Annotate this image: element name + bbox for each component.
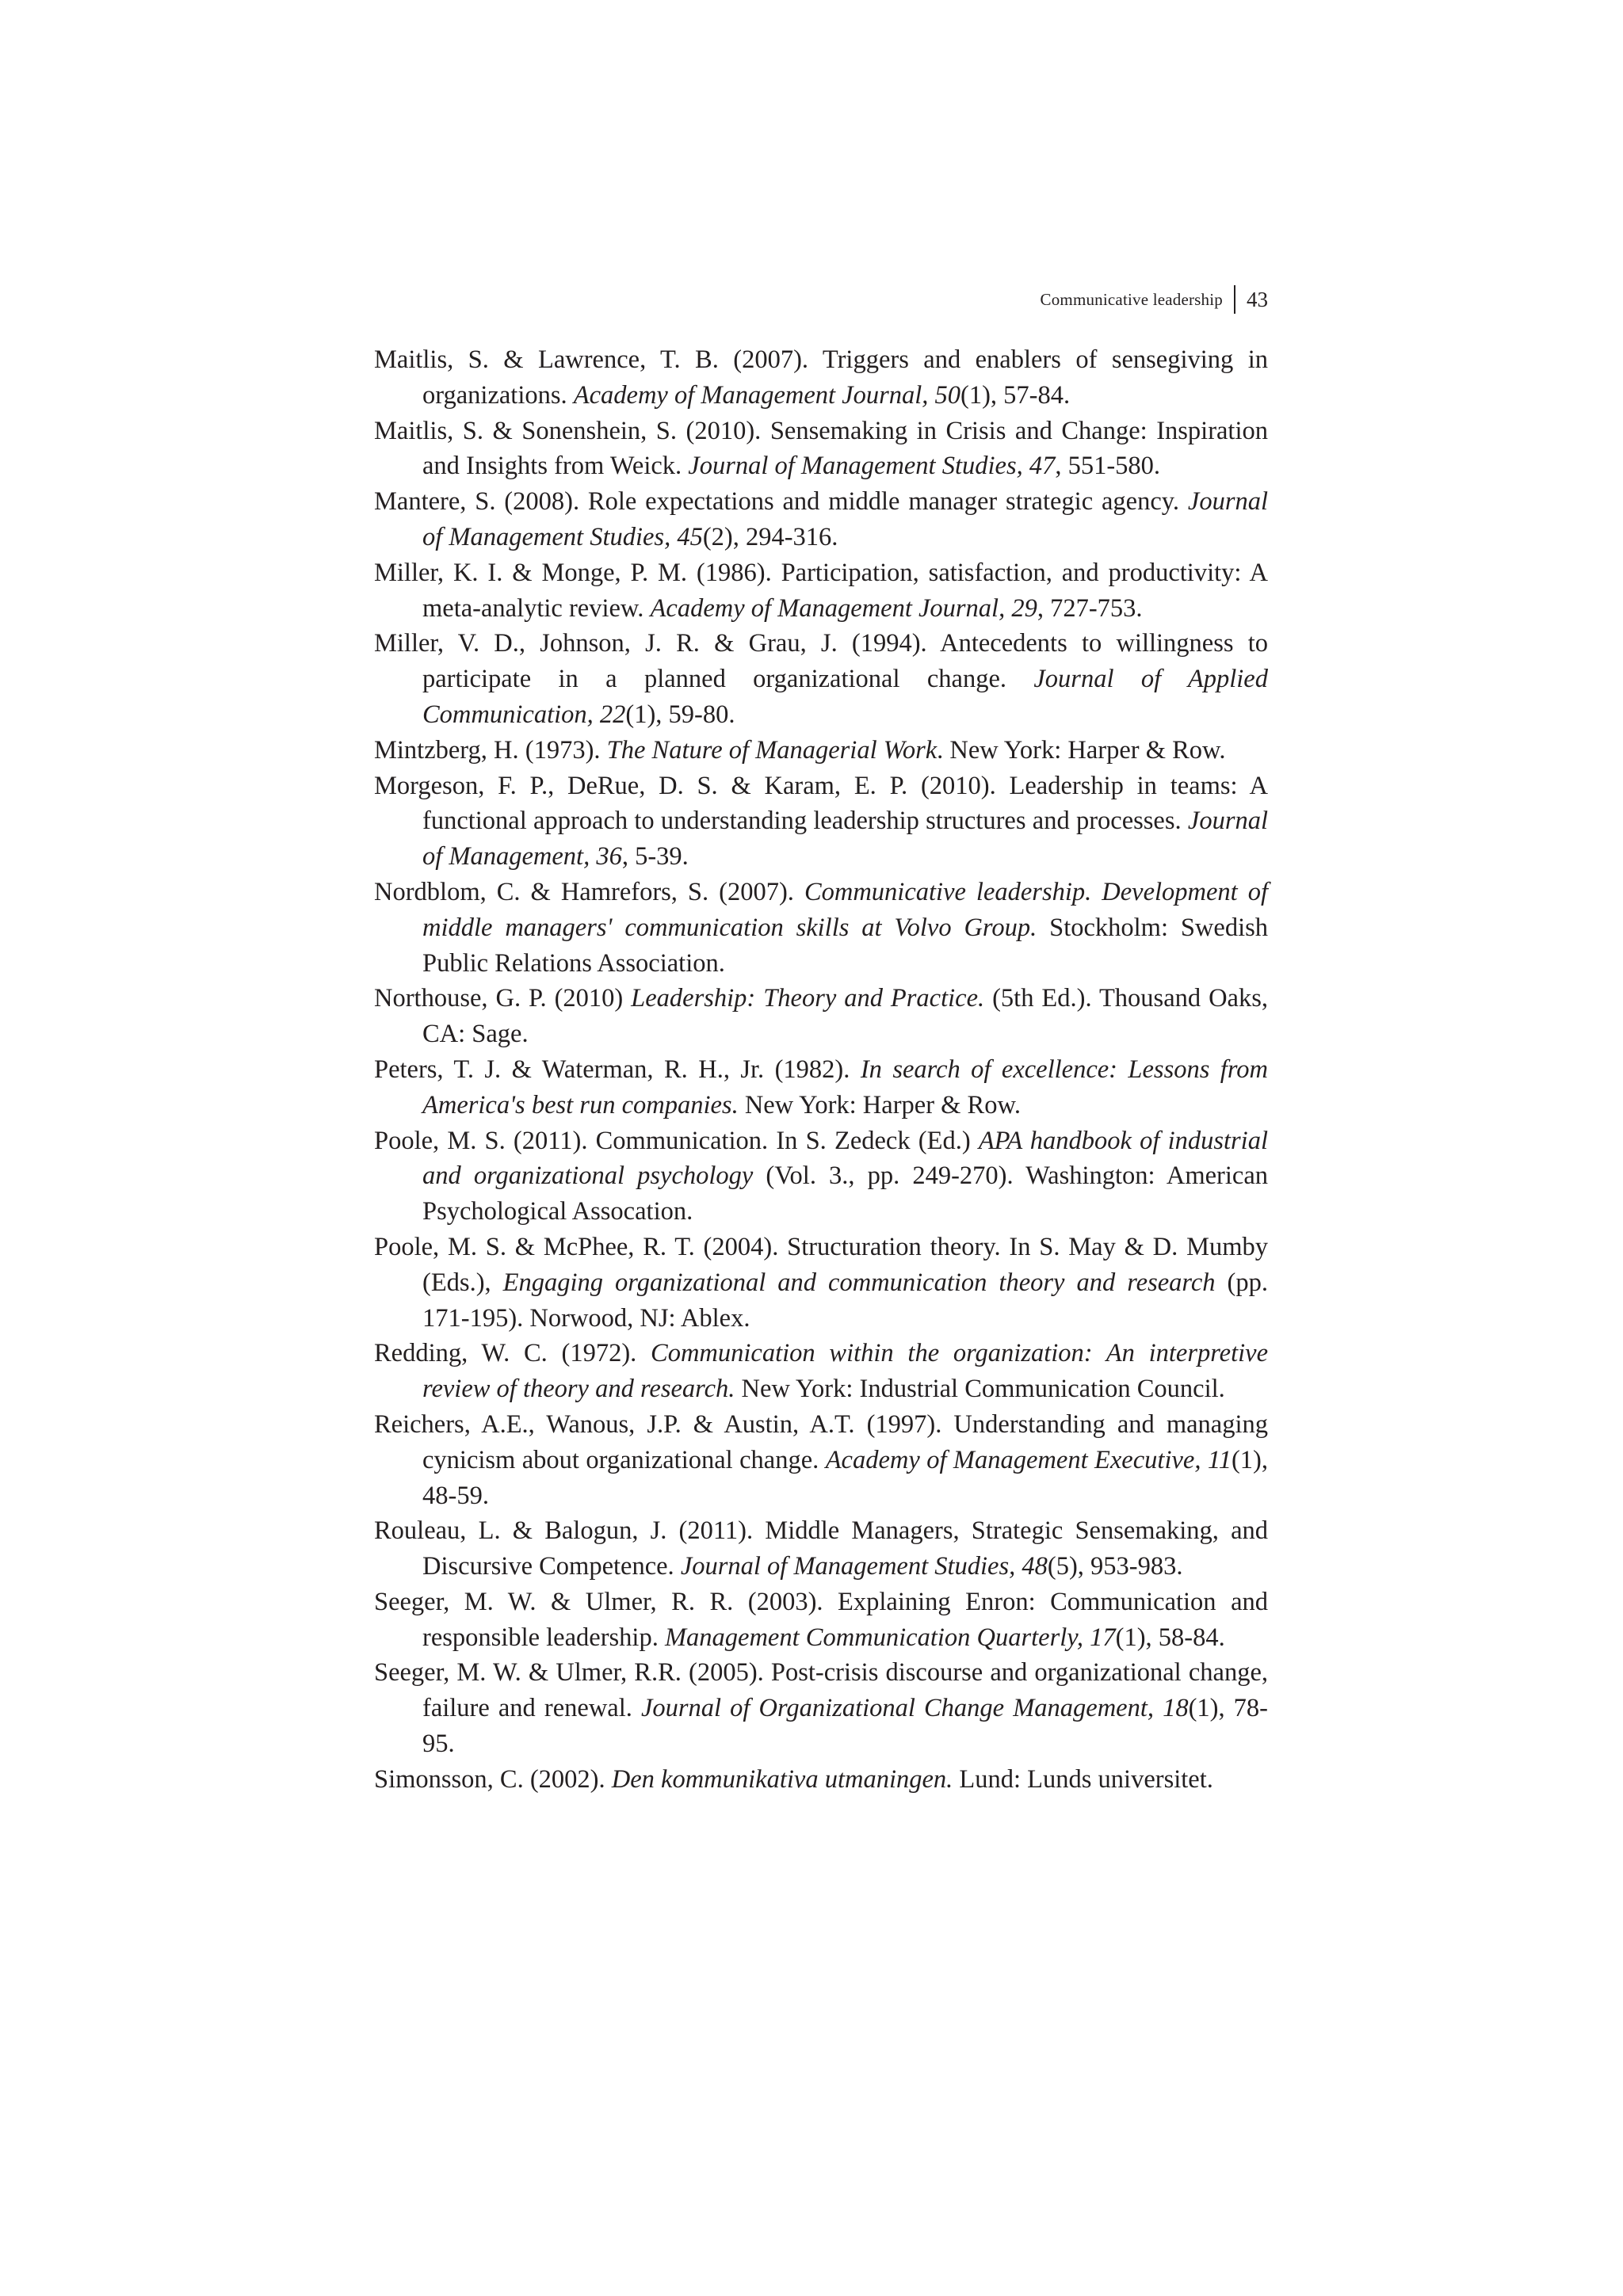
reference-text: . New York: Harper & Row. [937, 735, 1226, 765]
reference-text: (1), 58-84. [1115, 1623, 1225, 1652]
reference-source-title: Journal of Organizational Change Management, 18 [640, 1694, 1189, 1723]
reference-entry [374, 342, 1268, 414]
reference-text: (2), 294-316. [702, 522, 838, 551]
reference-entry [374, 769, 1268, 875]
reference-text: (1), 48-59. [422, 1445, 1268, 1510]
running-title: Communicative leadership [1040, 289, 1223, 309]
reference-source-title: Journal of Management, 36 [422, 807, 1268, 871]
reference-source-title: Journal of Applied Communication, 22 [422, 665, 1268, 729]
reference-text: Peters, T. J. & Waterman, R. H., Jr. (1982). [374, 1055, 861, 1084]
reference-entry [374, 733, 1268, 769]
reference-text: Miller, K. I. & Monge, P. M. (1986). Participation, satisfaction, and productivity: A meta-analytic review. [374, 558, 1268, 623]
reference-text: Poole, M. S. & McPhee, R. T. (2004). Structuration theory. In S. May & D. Mumby (Eds.), [374, 1232, 1268, 1297]
reference-source-title: The Nature of Managerial Work [606, 735, 938, 765]
reference-text: , 727-753. [1037, 593, 1143, 623]
reference-entry [374, 1655, 1268, 1761]
reference-text: Stockholm: Swedish Public Relations Association. [422, 913, 1268, 978]
reference-entry [374, 1762, 1268, 1798]
reference-text: Nordblom, C. & Hamrefors, S. (2007). [374, 877, 804, 906]
reference-text: (1), 59-80. [625, 700, 735, 729]
reference-text: , 551-580. [1055, 452, 1161, 481]
reference-text: (pp. 171-195). Norwood, NJ: Ablex. [422, 1268, 1268, 1333]
reference-text: New York: Harper & Row. [738, 1090, 1021, 1119]
reference-text: , 5-39. [621, 842, 689, 871]
reference-text: Poole, M. S. (2011). Communication. In S. Zedeck (Ed.) [374, 1126, 979, 1155]
reference-entry [374, 981, 1268, 1052]
reference-source-title: Academy of Management Executive, 11 [825, 1445, 1232, 1474]
reference-list [374, 342, 1268, 1798]
reference-text: Maitlis, S. & Lawrence, T. B. (2007). Triggers and enablers of sensegiving in organizations. [374, 345, 1268, 410]
reference-source-title: Journal of Management Studies, 48 [680, 1552, 1048, 1581]
reference-entry [374, 626, 1268, 732]
reference-text: Lund: Lunds universitet. [953, 1764, 1213, 1794]
running-header [1041, 284, 1269, 315]
reference-text: Maitlis, S. & Sonenshein, S. (2010). Sensemaking in Crisis and Change: Inspiration and Insights from Weick. [374, 416, 1268, 481]
reference-text: Miller, V. D., Johnson, J. R. & Grau, J. (1994). Antecedents to willingness to participate in a planned organizational change. [374, 629, 1268, 694]
reference-entry [374, 484, 1268, 555]
reference-source-title: Management Communication Quarterly, 17 [664, 1623, 1116, 1652]
reference-entry [374, 1513, 1268, 1585]
reference-entry [374, 1123, 1268, 1230]
reference-entry [374, 1336, 1268, 1407]
reference-text: Northouse, G. P. (2010) [374, 984, 632, 1013]
reference-text: Redding, W. C. (1972). [374, 1339, 651, 1368]
reference-text: Reichers, A.E., Wanous, J.P. & Austin, A.T. (1997). Understanding and managing cynicism about organizational change. [374, 1409, 1268, 1474]
reference-source-title: Den kommunikativa utmaningen. [611, 1764, 953, 1794]
reference-source-title: Academy of Management Journal, 50 [573, 380, 961, 410]
reference-source-title: Journal of Management Studies, 47 [688, 452, 1056, 481]
reference-text: Mintzberg, H. (1973). [374, 735, 607, 765]
reference-entry [374, 1230, 1268, 1336]
reference-source-title: In search of excellence: Lessons from America's best run companies. [422, 1055, 1268, 1119]
reference-text: Seeger, M. W. & Ulmer, R.R. (2005). Post-crisis discourse and organizational change, failure and renewal. [374, 1658, 1268, 1723]
reference-source-title: Academy of Management Journal, 29 [650, 593, 1037, 623]
reference-entry [374, 414, 1268, 485]
reference-text: (1), 57-84. [960, 380, 1071, 410]
reference-source-title: Communicative leadership. Development of middle managers' communication skills at Volvo Group. [422, 877, 1269, 942]
reference-entry [374, 1052, 1268, 1123]
reference-text: (5), 953-983. [1047, 1552, 1183, 1581]
reference-entry [374, 875, 1268, 981]
reference-source-title: Journal of Management Studies, 45 [422, 487, 1268, 551]
reference-text: Seeger, M. W. & Ulmer, R. R. (2003). Explaining Enron: Communication and responsible leadership. [374, 1587, 1268, 1652]
reference-text: Mantere, S. (2008). Role expectations and middle manager strategic agency. [374, 487, 1188, 517]
reference-text: New York: Industrial Communication Council. [735, 1375, 1225, 1404]
reference-entry [374, 1585, 1268, 1656]
reference-text: Morgeson, F. P., DeRue, D. S. & Karam, E. P. (2010). Leadership in teams: A functional approach to understanding leadership structures and processes. [374, 771, 1268, 836]
reference-text: (1), 78-95. [422, 1694, 1269, 1759]
reference-text: Simonsson, C. (2002). [374, 1764, 612, 1794]
reference-source-title: Communication within the organization: An interpretive review of theory and research. [422, 1339, 1269, 1404]
reference-text: Rouleau, L. & Balogun, J. (2011). Middle Managers, Strategic Sensemaking, and Discursive Competence. [374, 1516, 1268, 1581]
page-number: 43 [1247, 287, 1268, 311]
reference-source-title: APA handbook of industrial and organizational psychology [422, 1126, 1268, 1191]
reference-text: (Vol. 3., pp. 249-270). Washington: American Psychological Assocation. [422, 1161, 1268, 1226]
reference-source-title: Engaging organizational and communication theory and research [502, 1268, 1216, 1297]
reference-entry [374, 555, 1268, 627]
reference-source-title: Leadership: Theory and Practice. [631, 984, 985, 1013]
reference-entry [374, 1407, 1268, 1513]
reference-text: (5th Ed.). Thousand Oaks, CA: Sage. [422, 984, 1268, 1049]
